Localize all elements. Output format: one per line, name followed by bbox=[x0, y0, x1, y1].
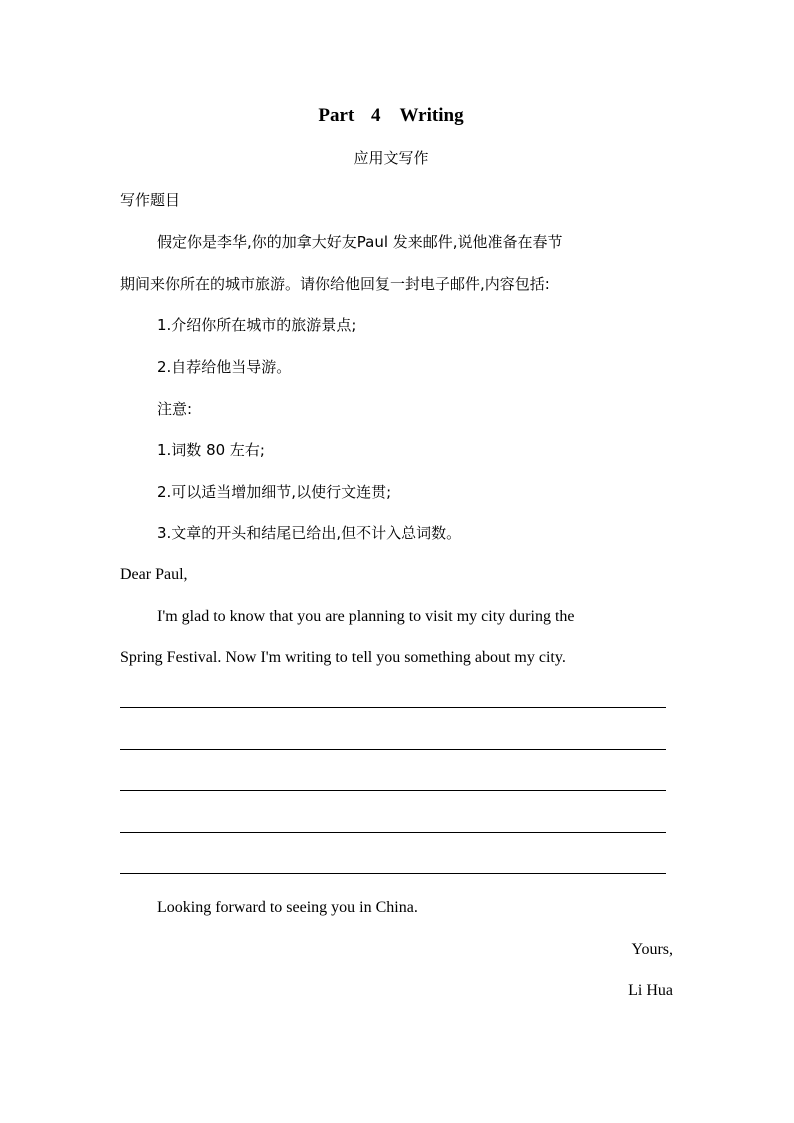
prompt-line-1: 假定你是李华,你的加拿大好友Paul 发来邮件,说他准备在春节 bbox=[157, 233, 563, 251]
note-item-2: 2.可以适当增加细节,以使行文连贯; bbox=[157, 483, 392, 501]
section-subtitle: 应用文写作 bbox=[353, 149, 429, 167]
prompt-point-1: 1.介绍你所在城市的旅游景点; bbox=[157, 316, 357, 334]
letter-salutation: Dear Paul, bbox=[120, 566, 188, 583]
writing-blank-line[interactable] bbox=[120, 873, 666, 874]
prompt-line-2: 期间来你所在的城市旅游。请你给他回复一封电子邮件,内容包括: bbox=[120, 275, 550, 293]
letter-opening-line-2: Spring Festival. Now I'm writing to tell you something about my city. bbox=[120, 649, 566, 666]
task-heading: 写作题目 bbox=[120, 191, 181, 209]
prompt-point-2: 2.自荐给他当导游。 bbox=[157, 358, 292, 376]
note-item-1: 1.词数 80 左右; bbox=[157, 441, 265, 459]
writing-blank-line[interactable] bbox=[120, 790, 666, 791]
writing-blank-line[interactable] bbox=[120, 832, 666, 833]
writing-blank-line[interactable] bbox=[120, 749, 666, 750]
letter-signoff: Yours, bbox=[631, 941, 673, 958]
notes-heading: 注意: bbox=[157, 400, 193, 418]
letter-closing: Looking forward to seeing you in China. bbox=[157, 899, 418, 916]
note-item-3: 3.文章的开头和结尾已给出,但不计入总词数。 bbox=[157, 524, 462, 542]
letter-opening-line-1: I'm glad to know that you are planning to visit my city during the bbox=[157, 608, 575, 625]
writing-blank-line[interactable] bbox=[120, 707, 666, 708]
section-title: Part 4 Writing bbox=[318, 105, 464, 126]
letter-signature: Li Hua bbox=[628, 982, 673, 999]
